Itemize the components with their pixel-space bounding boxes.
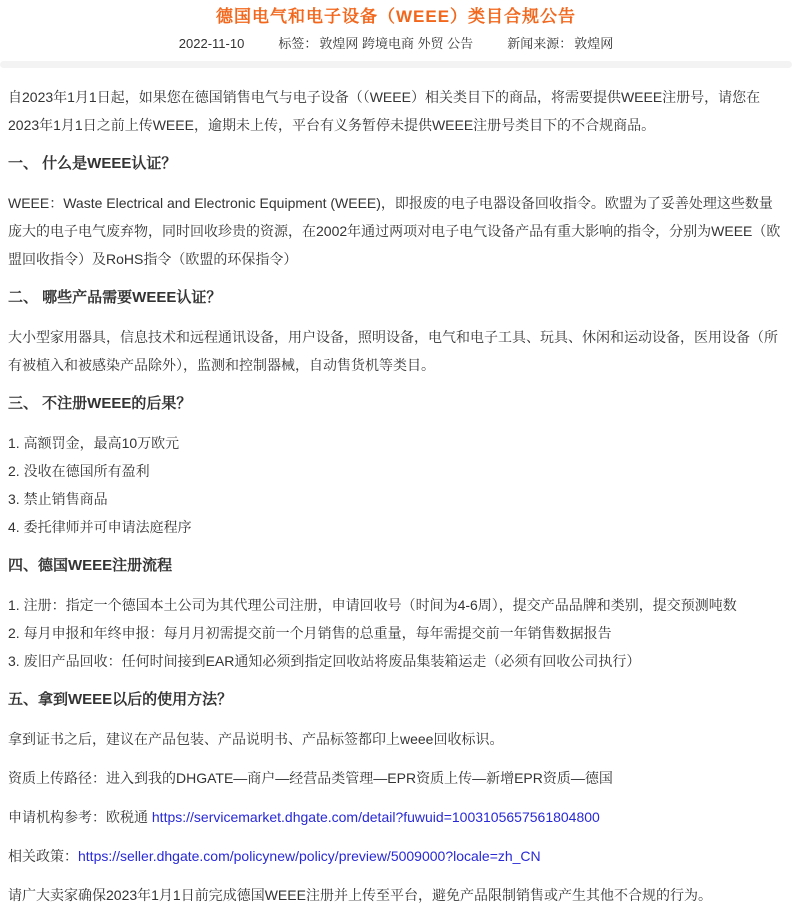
source-group xyxy=(507,36,613,52)
section-heading-2: 二、 哪些产品需要WEEE认证？ xyxy=(8,289,222,306)
source-value: 敦煌网 xyxy=(574,36,614,51)
section-2-paragraph: 大小型家用器具，信息技术和远程通讯设备，用户设备，照明设备，电气和电子工具、玩具、休闲和运动设备，医用设备（所有被植入和被感染产品除外），监测和控制器械，自动售货机等类目。 xyxy=(8,329,778,373)
article-body xyxy=(0,68,792,909)
section-heading-1: 一、 什么是WEEE认证？ xyxy=(8,155,177,172)
section-heading-5: 五、拿到WEEE以后的使用方法？ xyxy=(8,691,233,708)
tags-value: 敦煌网 跨境电商 外贸 公告 xyxy=(319,36,474,51)
list-item: 1. 注册：指定一个德国本土公司为其代理公司注册，申请回收号（时间为4-6周），提交产品品牌和类别，提交预测吨数 xyxy=(8,597,737,613)
list-item: 1. 高额罚金，最高10万欧元 xyxy=(8,435,180,451)
reference-1-label: 申请机构参考：欧税通 xyxy=(8,809,152,825)
section-heading-3: 三、 不注册WEEE的后果？ xyxy=(8,395,192,412)
announcement-page xyxy=(0,6,792,909)
tags-group xyxy=(278,36,473,52)
list-item: 3. 废旧产品回收：任何时间接到EAR通知必须到指定回收站将废品集装箱运走（必须有回收公司执行） xyxy=(8,653,641,669)
reference-line-2 xyxy=(8,842,782,870)
intro-paragraph: 自2023年1月1日起，如果您在德国销售电气与电子设备（（WEEE）相关类目下的商品，将需要提供WEEE注册号，请您在2023年1月1日之前上传WEEE，逾期未上传，平台有义务暂停未提供WEEE注册号类目下的不合规商品。 xyxy=(8,89,761,133)
page-title: 德国电气和电子设备（WEEE）类目合规公告 xyxy=(215,7,577,26)
list-item: 4. 委托律师并可申请法庭程序 xyxy=(8,519,192,535)
publish-date: 2022-11-10 xyxy=(178,36,245,51)
section-1-paragraph: WEEE：Waste Electrical and Electronic Equipment (WEEE)，即报废的电子电器设备回收指令。欧盟为了妥善处理这些数量庞大的电子电气废弃物，同时回收珍贵的资源，在2002年通过两项对电子电气设备产品有重大影响的指令，分别为WEEE（欧盟回收指令）及RoHS指令（欧盟的环保指令） xyxy=(8,195,781,267)
list-item: 2. 没收在德国所有盈利 xyxy=(8,463,150,479)
article-meta xyxy=(0,36,792,52)
closing-paragraph: 请广大卖家确保2023年1月1日前完成德国WEEE注册并上传至平台，避免产品限制销售或产生其他不合规的行为。 xyxy=(8,887,712,903)
list-item: 2. 每月申报和年终申报：每月月初需提交前一个月销售的总重量，每年需提交前一年销售数据报告 xyxy=(8,625,612,641)
header-divider xyxy=(0,61,792,68)
section-heading-4: 四、德国WEEE注册流程 xyxy=(8,557,173,574)
source-label: 新闻来源： xyxy=(507,36,573,51)
reference-2-label: 相关政策： xyxy=(8,848,78,864)
servicemarket-link[interactable]: https://servicemarket.dhgate.com/detail?fuwuid=1003105657561804800 xyxy=(151,809,600,825)
section-5-paragraph-1: 拿到证书之后，建议在产品包装、产品说明书、产品标签都印上weee回收标识。 xyxy=(8,731,504,747)
tags-label: 标签： xyxy=(278,36,318,51)
consequence-list xyxy=(8,429,782,541)
section-5-paragraph-2: 资质上传路径：进入到我的DHGATE—商户—经营品类管理—EPR资质上传—新增EPR资质—德国 xyxy=(8,770,613,786)
reference-line-1 xyxy=(8,803,782,831)
registration-steps-list xyxy=(8,591,782,675)
policy-link[interactable]: https://seller.dhgate.com/policynew/policy/preview/5009000?locale=zh_CN xyxy=(78,848,541,864)
list-item: 3. 禁止销售商品 xyxy=(8,491,108,507)
